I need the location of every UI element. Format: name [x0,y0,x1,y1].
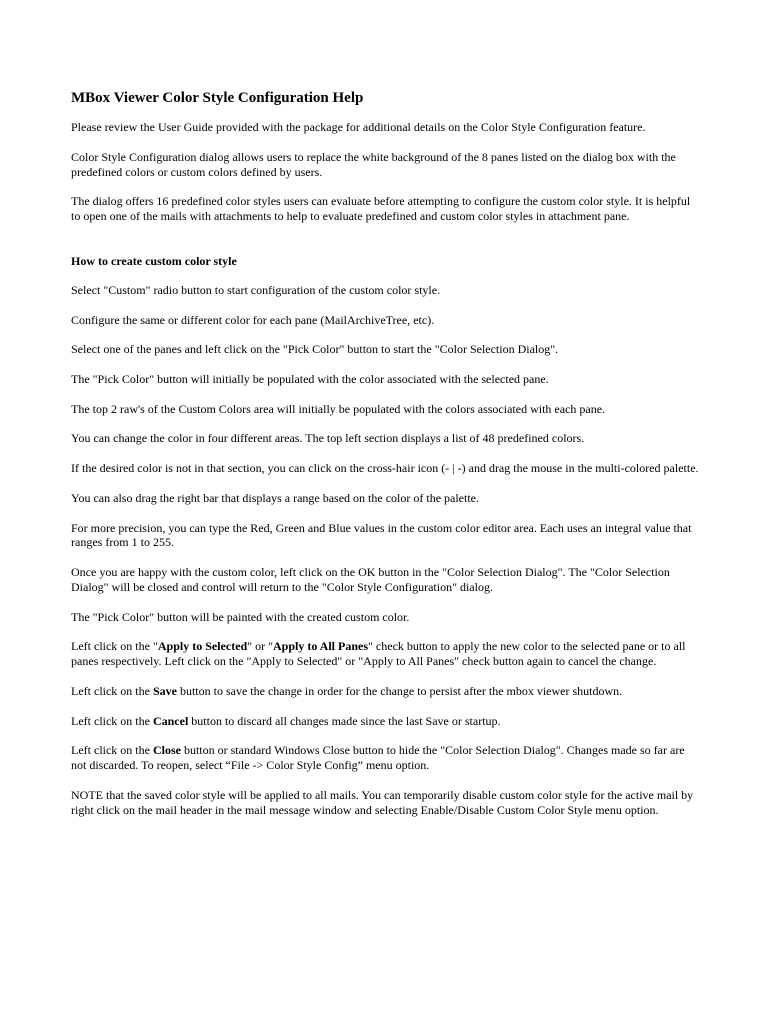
save-text-1: Left click on the [71,684,153,699]
intro-paragraph-3: The dialog offers 16 predefined color styles users can evaluate before attempting to configure the custom color style. It is helpful to open one of the mails with attachments to help to evaluate predefined and custom color styles in attachment pane. [71,194,691,224]
close-term: Close [152,743,181,758]
step-paragraph: For more precision, you can type the Red, Green and Blue values in the custom color editor area. Each uses an integral value that ranges from 1 to 255. [71,520,692,550]
step-paragraph: Select one of the panes and left click on the "Pick Color" button to start the "Color Selection Dialog". [71,342,559,357]
step-paragraph: Once you are happy with the custom color, left click on the OK button in the "Color Selection Dialog". The "Color Selection Dialog" will be closed and control will return to the "Color Style Configuration" dialog. [71,565,670,595]
intro-paragraph-1: Please review the User Guide provided with the package for additional details on the Color Style Configuration feature. [71,120,646,134]
save-term: Save [152,684,177,699]
document-title: MBox Viewer Color Style Configuration Help [71,90,364,106]
close-text-1: Left click on the [71,743,153,758]
intro-paragraph-2: Color Style Configuration dialog allows users to replace the white background of the 8 panes listed on the dialog box with the predefined colors or custom colors defined by users. [71,149,676,179]
apply-to-selected-term: Apply to Selected [157,639,248,654]
apply-paragraph [71,639,701,669]
close-paragraph [71,743,701,773]
step-paragraph: Select "Custom" radio button to start configuration of the custom color style. [71,282,441,297]
step-paragraph: You can change the color in four different areas. The top left section displays a list of 48 predefined colors. [71,431,585,446]
apply-text-1: Left click on the " [71,639,158,654]
step-paragraph: The top 2 raw's of the Custom Colors area will initially be populated with the colors associated with each pane. [71,401,606,416]
step-paragraph: If the desired color is not in that section, you can click on the cross-hair icon (- | -) and drag the mouse in the multi-colored palette. [71,461,699,476]
save-paragraph [71,684,701,699]
step-paragraph: You can also drag the right bar that displays a range based on the color of the palette. [71,490,479,505]
section-heading: How to create custom color style [71,253,237,268]
cancel-text-1: Left click on the [71,713,153,728]
cancel-term: Cancel [152,713,189,728]
help-document [71,88,701,833]
apply-text-2: " or " [247,639,273,654]
cancel-text-2: button to discard all changes made since the last Save or startup. [188,713,501,728]
close-text-2: button or standard Windows Close button to hide the "Color Selection Dialog". Changes made so far are not discarded. To reopen, select “File -> Color Style Config” menu option. [71,743,685,773]
apply-to-all-panes-term: Apply to All Panes [273,639,369,654]
step-paragraph: Configure the same or different color for each pane (MailArchiveTree, etc). [71,312,435,327]
step-paragraph: The "Pick Color" button will be painted with the created custom color. [71,609,410,624]
cancel-paragraph [71,714,701,729]
step-paragraph: The "Pick Color" button will initially be populated with the color associated with the selected pane. [71,372,549,387]
section-spacer [71,239,701,254]
note-paragraph: NOTE that the saved color style will be applied to all mails. You can temporarily disable custom color style for the active mail by right click on the mail header in the mail message window and selecting Enable/Disable Custom Color Style menu option. [71,788,694,817]
save-text-2: button to save the change in order for the change to persist after the mbox viewer shutdown. [176,684,623,699]
apply-text-3: " check button to apply the new color to the selected pane or to all panes respectively. Left click on the "Apply to Selected" or "Apply to All Panes" check button again to cancel the change. [71,639,686,669]
